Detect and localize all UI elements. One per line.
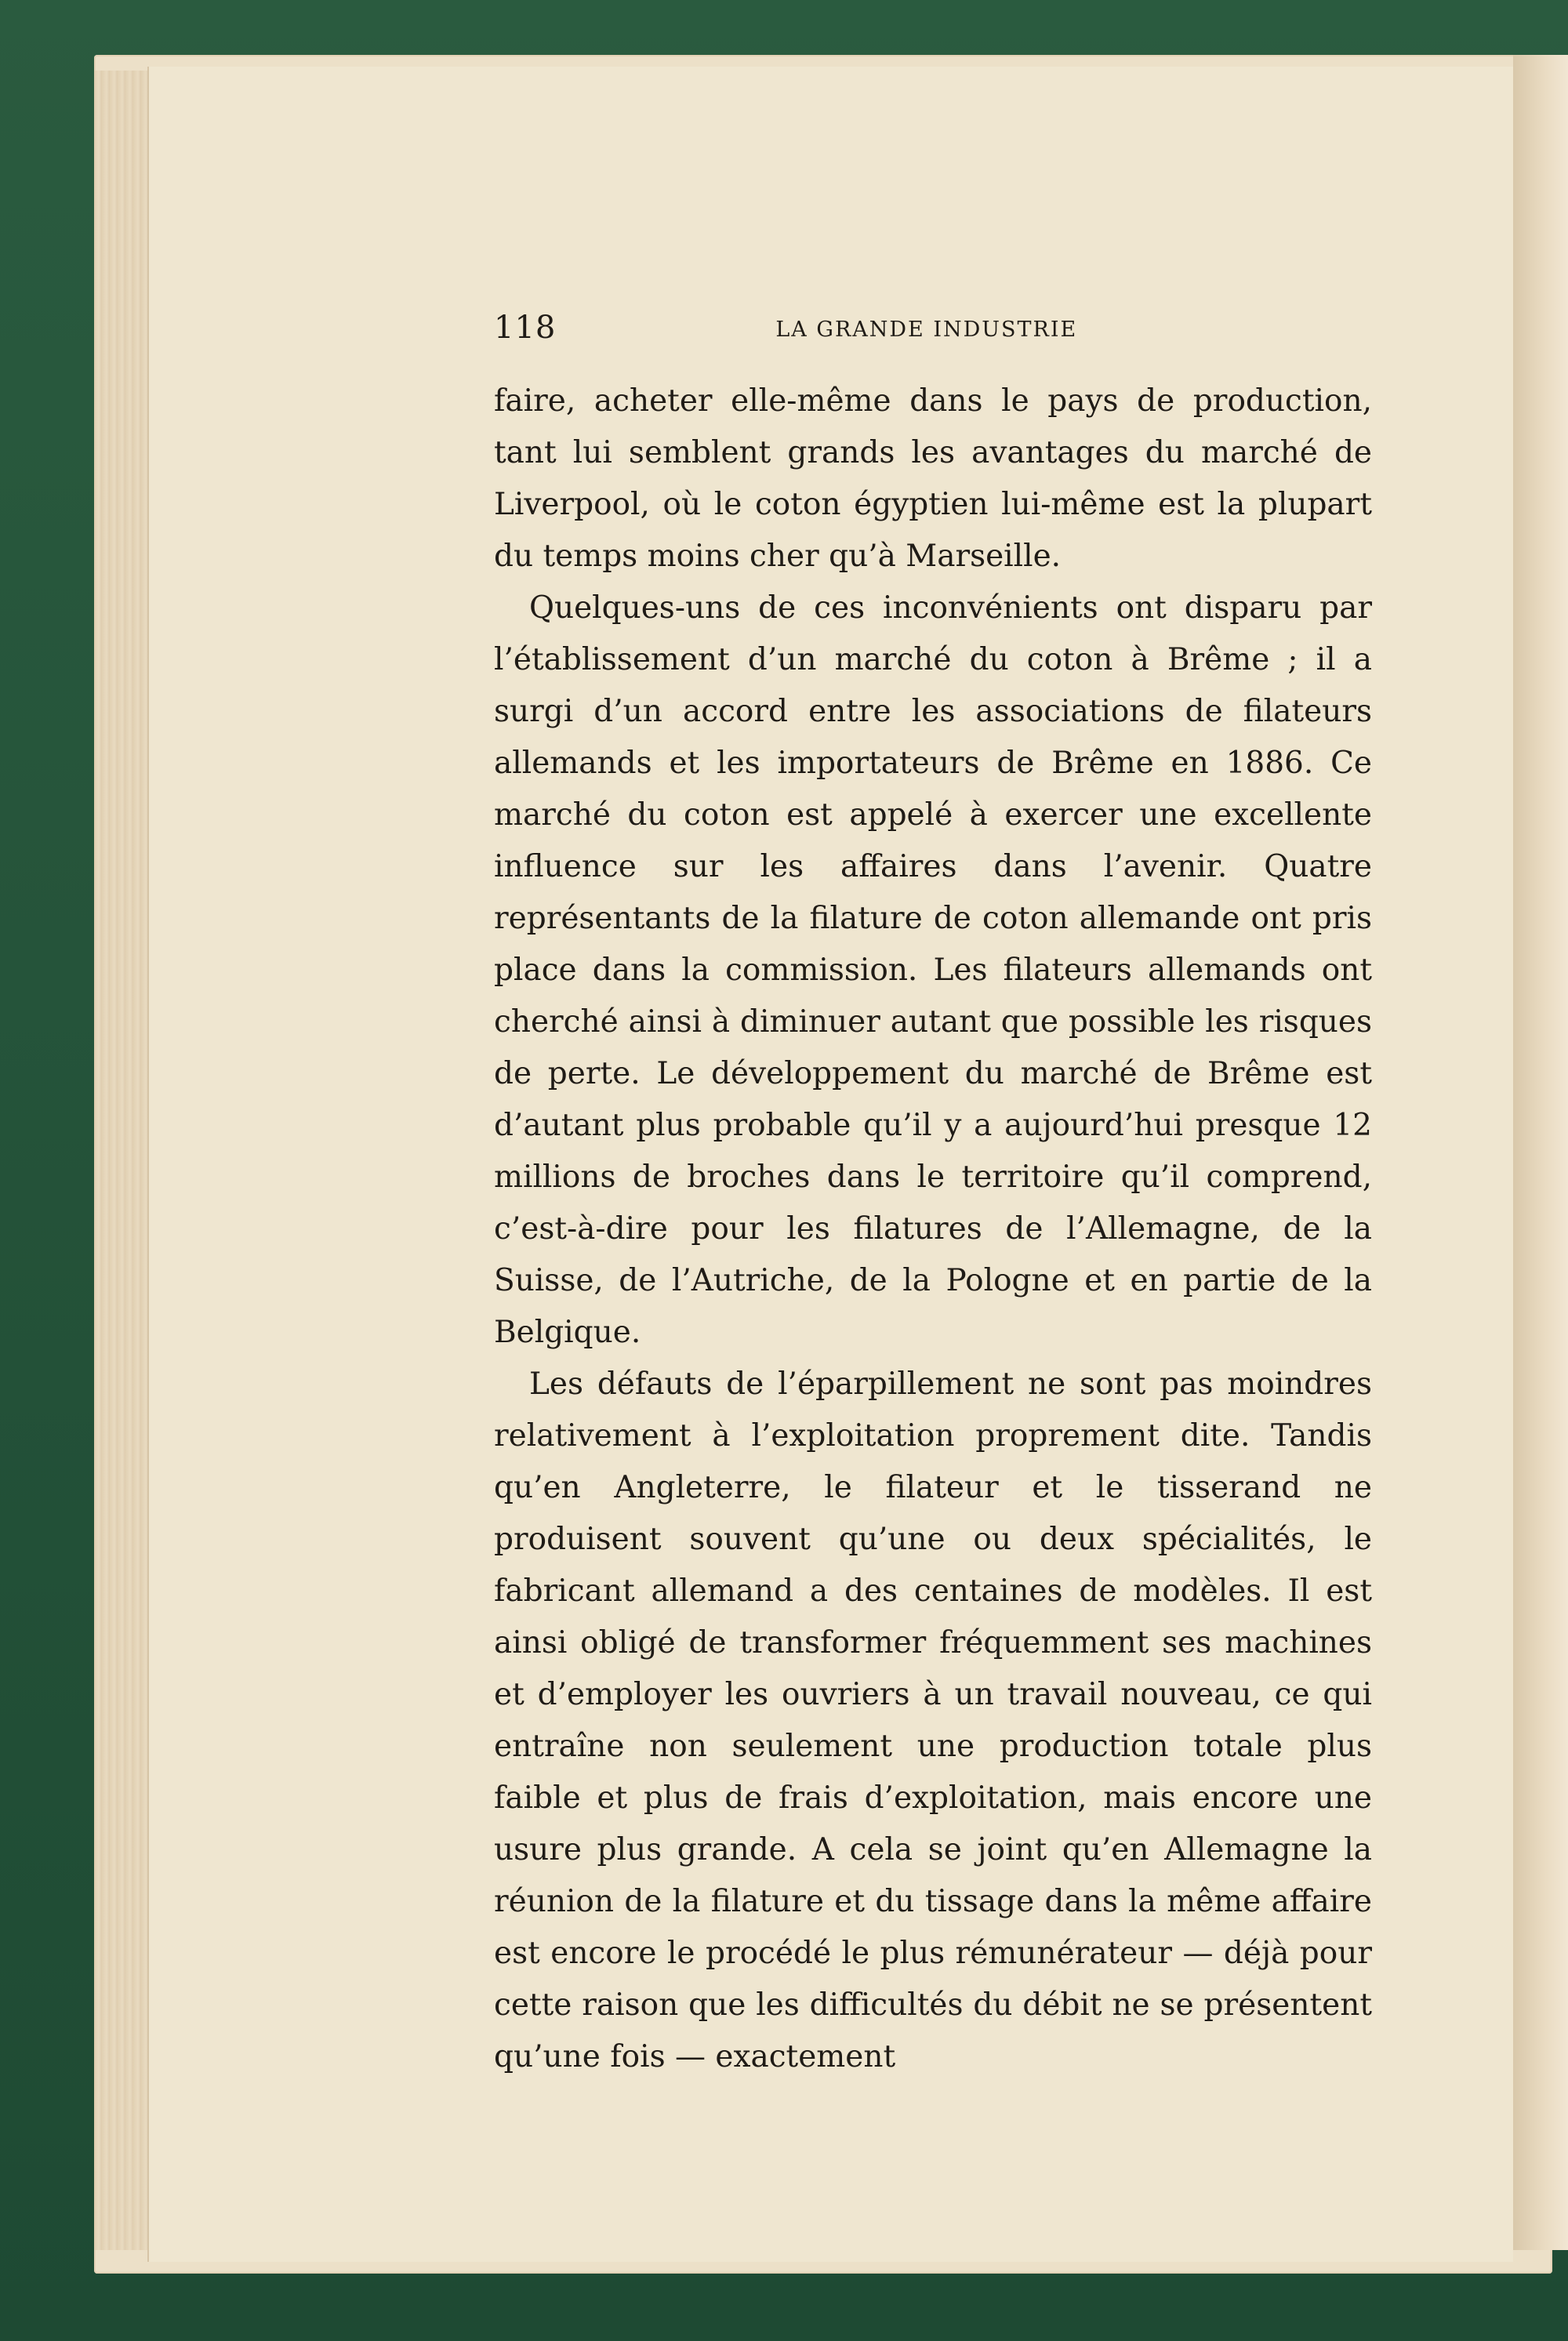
- paragraph-2: Quelques-uns de ces inconvénients ont disparu par l’établissement d’un marché du coton à Brême ; il a surgi d’un accord entre les associations de filateurs allemands et les importateurs de Brême en 1886. Ce marché du coton est appelé à exercer une excellente influence sur les affaires dans l’avenir. Quatre représentants de la filature de coton allemande ont pris place dans la commission. Les filateurs allemands ont cherché ainsi à diminuer autant que possible les risques de perte. Le développement du marché de Brême est d’autant plus probable qu’il y a aujourd’hui presque 12 millions de broches dans le territoire qu’il comprend, c’est-à-dire pour les filatures de l’Allemagne, de la Suisse, de l’Autriche, de la Pologne et en partie de la Belgique.: [494, 590, 1372, 1350]
- page-header: [494, 310, 1372, 346]
- running-title: LA GRANDE INDUSTRIE: [775, 318, 1078, 342]
- body-text: [494, 376, 1372, 2083]
- paragraph-3: Les défauts de l’éparpillement ne sont pas moindres relativement à l’exploitation proprement dite. Tandis qu’en Angleterre, le filateur et le tisserand ne produisent souvent qu’une ou deux spécialités, le fabricant allemand a des centaines de modèles. Il est ainsi obligé de transformer fréquemment ses machines et d’employer les ouvriers à un travail nouveau, ce qui entraîne non seulement une production totale plus faible et plus de frais d’exploitation, mais encore une usure plus grande. A cela se joint qu’en Allemagne la réunion de la filature et du tissage dans la même affaire est encore le procédé le plus rémunérateur — déjà pour cette raison que les difficultés du débit ne se présentent qu’une fois — exactement: [494, 1366, 1372, 2074]
- page-number: 118: [494, 310, 557, 346]
- paragraph-1: faire, acheter elle-même dans le pays de production, tant lui semblent grands les avantages du marché de Liverpool, où le coton égyptien lui-même est la plupart du temps moins cher qu’à Marseille.: [494, 383, 1372, 574]
- page-text-block: [494, 310, 1372, 2083]
- facing-page-edge: [1513, 55, 1568, 2250]
